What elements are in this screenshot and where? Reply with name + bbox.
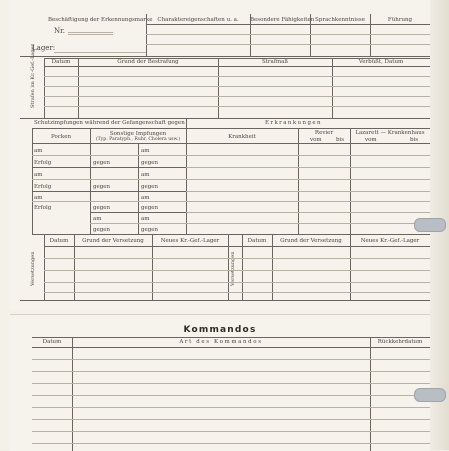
schutz-cell: Erfolg [34, 160, 52, 166]
schutz-cell: gegen [141, 160, 159, 166]
schutz-cell: am [141, 195, 150, 201]
vers-grund-label-2: Grund der Versetzung [280, 238, 342, 244]
lager-line [54, 52, 146, 53]
nr-line-2 [68, 34, 113, 35]
sprachkenntnisse-label: Sprachkenntnisse [315, 17, 365, 23]
vers-neues-label: Neues Kr.-Gef.-Lager [160, 238, 220, 244]
lazarett-label: Lazarett — Krankenhaus [355, 130, 425, 136]
section-rule [20, 118, 430, 119]
versetzungen-side-label: Versetzungen [30, 251, 36, 286]
binder-hole [414, 388, 446, 402]
lazarett-bis: bis [410, 137, 419, 143]
schutz-cell: gegen [93, 184, 111, 190]
schutz-cell: am [34, 172, 43, 178]
schutz-header-rule [32, 128, 430, 129]
kommandos-art-label: Art des Kommandos [179, 339, 263, 345]
revier-vom: vom [310, 137, 322, 143]
divider [228, 234, 229, 300]
divider [218, 58, 219, 118]
vers-neues-label-2: Neues Kr.-Gef.-Lager [360, 238, 420, 244]
sonstige-sub-label: (Typ. Paratyph., Ruhr, Cholera usw.) [95, 137, 181, 142]
schutz-header: Schutzimpfungen während der Gefangenschaft gegen [34, 120, 185, 126]
row-line [32, 359, 430, 360]
row-line [44, 96, 430, 97]
fuehrung-label: Führung [387, 17, 413, 23]
revier-label: Revier [314, 130, 334, 136]
vers-datum-label-2: Datum [247, 238, 267, 244]
beschaeftigung-label: Beschäftigung der Erkennungsmarke [48, 17, 153, 23]
row-line [44, 292, 430, 293]
vers-grund-label: Grund der Versetzung [82, 238, 144, 244]
versetzungen-side-label-2: Versetzungen [230, 251, 236, 286]
row-line [44, 258, 430, 259]
schutz-cell: gegen [141, 205, 159, 211]
schutz-cell: am [141, 148, 150, 154]
strafen-side-label: Strafen im Kr.-Gef.-Lager [30, 44, 36, 108]
schutz-cell: gegen [93, 227, 111, 233]
row-line [146, 44, 430, 45]
section-rule [20, 300, 430, 301]
schutz-cell: am [34, 148, 43, 154]
kommandos-rueckkehr-label: Rückkehrdatum [377, 339, 423, 345]
row-line [44, 76, 430, 77]
divider [44, 58, 45, 118]
row-line [32, 167, 186, 168]
row-line [32, 191, 186, 192]
schutz-cell: gegen [93, 205, 111, 211]
row-line [44, 270, 430, 271]
row-line [146, 34, 430, 35]
nr-line [68, 32, 113, 33]
krankheit-label: Krankheit [228, 134, 256, 140]
row-line [186, 167, 430, 168]
schutz-cell: gegen [93, 160, 111, 166]
divider [78, 58, 79, 118]
schutz-cell: am [141, 172, 150, 178]
kommandos-sheet [10, 314, 430, 451]
lazarett-vom: vom [365, 137, 377, 143]
schutz-cell: am [141, 216, 150, 222]
record-card [10, 0, 430, 310]
schutz-cell: am [93, 216, 102, 222]
row-line [90, 223, 430, 224]
strafen-grund-label: Grund der Bestrafung [117, 59, 179, 65]
pocken-label: Pocken [51, 134, 71, 140]
kommandos-title: Kommandos [183, 325, 257, 335]
schutz-cell: gegen [141, 227, 159, 233]
row-line [186, 191, 430, 192]
vers-datum-label: Datum [49, 238, 69, 244]
row-line [32, 383, 430, 384]
section-rule [20, 56, 430, 57]
strafen-datum-label: Datum [51, 59, 71, 65]
sonstige-label: Sonstige Impfungen [109, 131, 167, 137]
schutz-subheader-rule [32, 143, 430, 144]
row-line [186, 212, 430, 213]
kommandos-datum-label: Datum [42, 339, 62, 345]
schutz-cell: Erfolg [34, 205, 52, 211]
divider [370, 337, 371, 451]
row-line [32, 201, 430, 202]
row-line [32, 155, 430, 156]
row-line [32, 179, 430, 180]
schutz-cell: am [34, 195, 43, 201]
row-line [32, 419, 430, 420]
schutz-cell: Erfolg [34, 184, 52, 190]
row-line [32, 431, 430, 432]
revier-bis: bis [336, 137, 345, 143]
row-line [32, 395, 430, 396]
row-line [44, 86, 430, 87]
strafen-header-rule [44, 66, 430, 67]
row-line [32, 407, 430, 408]
row-line [44, 282, 430, 283]
row-line [44, 106, 430, 107]
divider [332, 58, 333, 118]
row-line [32, 371, 430, 372]
binder-hole [414, 218, 446, 232]
section-rule [32, 234, 430, 235]
divider [138, 143, 139, 234]
versetzungen-header-rule [44, 246, 430, 247]
lager-label: Lager: [32, 44, 56, 52]
divider [72, 337, 73, 451]
faehigkeiten-label: Besondere Fähigkeiten [250, 17, 315, 23]
nr-label: Nr. [54, 27, 65, 35]
strafmass-label: Strafmaß [261, 59, 289, 65]
schutz-cell: gegen [141, 184, 159, 190]
header-rule [146, 24, 430, 25]
verbuesst-label: Verbüßt, Datum [358, 59, 404, 65]
row-line [32, 443, 430, 444]
row-line [90, 212, 186, 213]
charakter-label: Charaktereigenschaften u. a. [157, 17, 239, 23]
erkrankungen-header: Erkrankungen [265, 120, 322, 126]
